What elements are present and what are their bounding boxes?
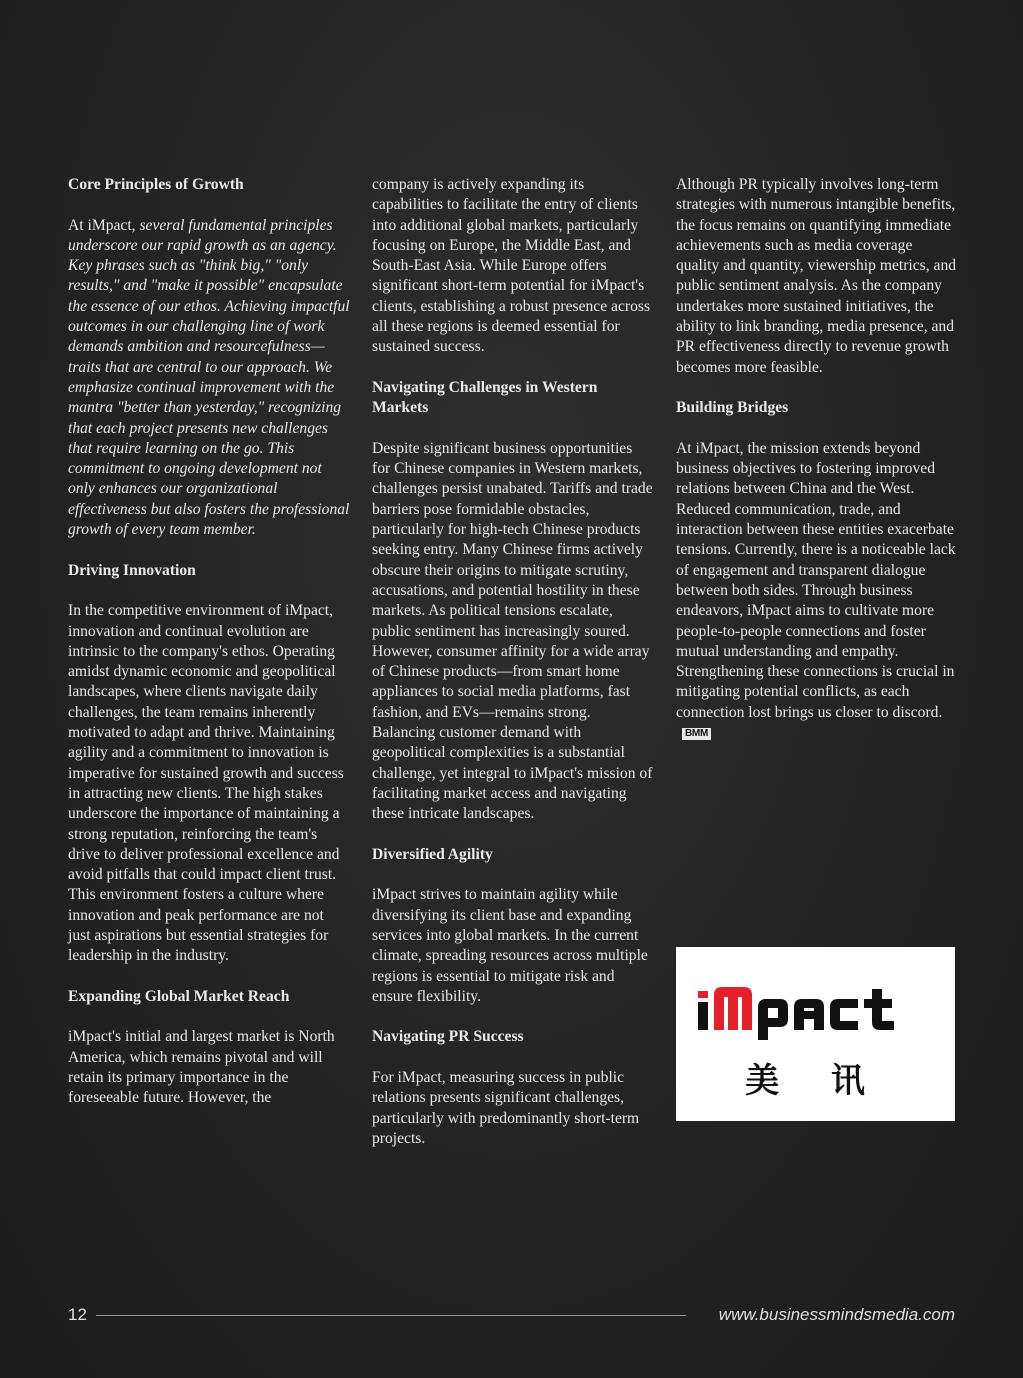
paragraph-text: iMpact's initial and largest market is North America, which remains pivotal and will retain its primary importance in the foreseeable future. However, the [68,1028,335,1107]
paragraph-text: In the competitive environment of iMpact, innovation and continual evolution are intrinsic to the company's ethos. Operating amidst dynamic economic and geopolitical landscapes, where clients navigate daily challenges, the team remains inherently motivated to adapt and thrive. Maintaining agility and a commitment to innovation is imperative for sustained growth and success in attracting new clients. The high stakes underscore the importance of maintaining a strong reputation, reinforcing the team's drive to deliver professional excellence and avoid pitfalls that could impact client trust. This environment fosters a culture where innovation and peak performance are not just aspirations but essential strategies for leadership in the industry. [68,602,344,965]
paragraph-text: Despite significant business opportunities for Chinese companies in Western markets, challenges persist unabated. Tariffs and trade barriers pose formidable obstacles, particularly for high-tech Chinese products seeking entry. Many Chinese firms actively obscure their origins to mitigate scrutiny, accusations, and potential hostility in these markets. As political tensions escalate, public sentiment has increasingly soured. However, consumer affinity for a wide array of Chinese products—from smart home appliances to social media platforms, fast fashion, and EVs—remains strong. Balancing customer demand with geopolitical complexities is a substantial challenge, yet integral to iMpact's mission of facilitating market access and navigating these intricate landscapes. [372,439,653,823]
body-paragraph [372,439,654,825]
logo-m-letter [714,987,752,1030]
logo-chinese-text: 美 讯 [745,1061,885,1101]
body-paragraph [68,216,350,541]
impact-logo [676,947,955,1121]
paragraph-lead: At iMpact, [68,216,140,234]
section-heading: Core Principles of Growth [68,176,244,193]
logo-a-letter [794,999,824,1030]
logo-c-letter [830,999,858,1030]
end-mark-logo: BMM [682,728,711,740]
paragraph-text: company is actively expanding its capabilities to facilitate the entry of clients into additional global markets, particularly focusing on Europe, the Middle East, and South-East Asia. While Europe offers significant short-term potential for iMpact's clients, establishing a robust presence across all these regions is deemed essential for sustained success. [372,176,651,356]
logo-p-letter [758,999,788,1040]
paragraph-text: Although PR typically involves long-term strategies with numerous intangible benefits, the focus remains on quantifying immediate achievements such as media coverage quality and quantity, viewership metrics, and public sentiment analysis. As the company undertakes more sustained initiatives, the ability to link branding, media presence, and PR effectiveness directly to revenue growth becomes more feasible. [676,176,957,376]
section-heading: Driving Innovation [68,561,196,579]
paragraph-text: iMpact strives to maintain agility while diversifying its client base and expanding services into global markets. In the current climate, spreading resources across multiple regions is essential to mitigate risk and ensure flexibility. [372,886,648,1005]
section-heading: Navigating Challenges in Western Markets [372,378,598,417]
body-paragraph [372,885,654,1007]
section-heading: Expanding Global Market Reach [68,987,290,1005]
article-column-3 [676,175,958,743]
section-heading: Navigating PR Success [372,1028,524,1046]
article-column-2 [372,175,654,1149]
paragraph-text: For iMpact, measuring success in public relations presents significant challenges, particularly with predominantly short-term projects. [372,1069,640,1147]
article-column-1 [68,175,350,1109]
paragraph-text: At iMpact, the mission extends beyond business objectives to fostering improved relations between China and the West. Reduced communication, trade, and interaction between these entities exacerbate tensions. Currently, there is a noticeable lack of engagement and transparent dialogue between both sides. Through business endeavors, iMpact aims to cultivate more people-to-people connections and foster mutual understanding and empathy. Strengthening these connections is crucial in mitigating potential conflicts, as each connection lost brings us closer to discord. [676,439,956,721]
logo-t-letter [864,989,894,1030]
body-paragraph [68,1027,350,1108]
body-paragraph [68,601,350,966]
page-number: 12 [68,1305,87,1324]
body-paragraph [676,175,958,378]
footer-url: www.businessmindsmedia.com [718,1305,955,1324]
section-heading: Building Bridges [676,399,789,417]
section-heading: Diversified Agility [372,845,493,863]
body-paragraph [372,175,654,358]
body-paragraph [676,439,958,743]
logo-i-stem [698,1002,708,1030]
paragraph-italic-text: several fundamental principles underscore our rapid growth as an agency. Key phrases such as "think big," "only results," and "make it possible" encapsulate the essence of our ethos. Achieving impactful outcomes in our challenging line of work demands ambition and resourcefulness—traits that are central to our approach. We emphasize continual improvement with the mantra "better than yesterday," recognizing that each project presents new challenges that require learning on the go. This commitment to ongoing development not only enhances our organizational effectiveness but also fosters the professional growth of every team member. [68,216,350,539]
logo-i-dot [698,991,708,998]
impact-logo-graphic [676,947,955,1121]
body-paragraph [372,1068,654,1149]
footer-rule [96,1315,686,1316]
